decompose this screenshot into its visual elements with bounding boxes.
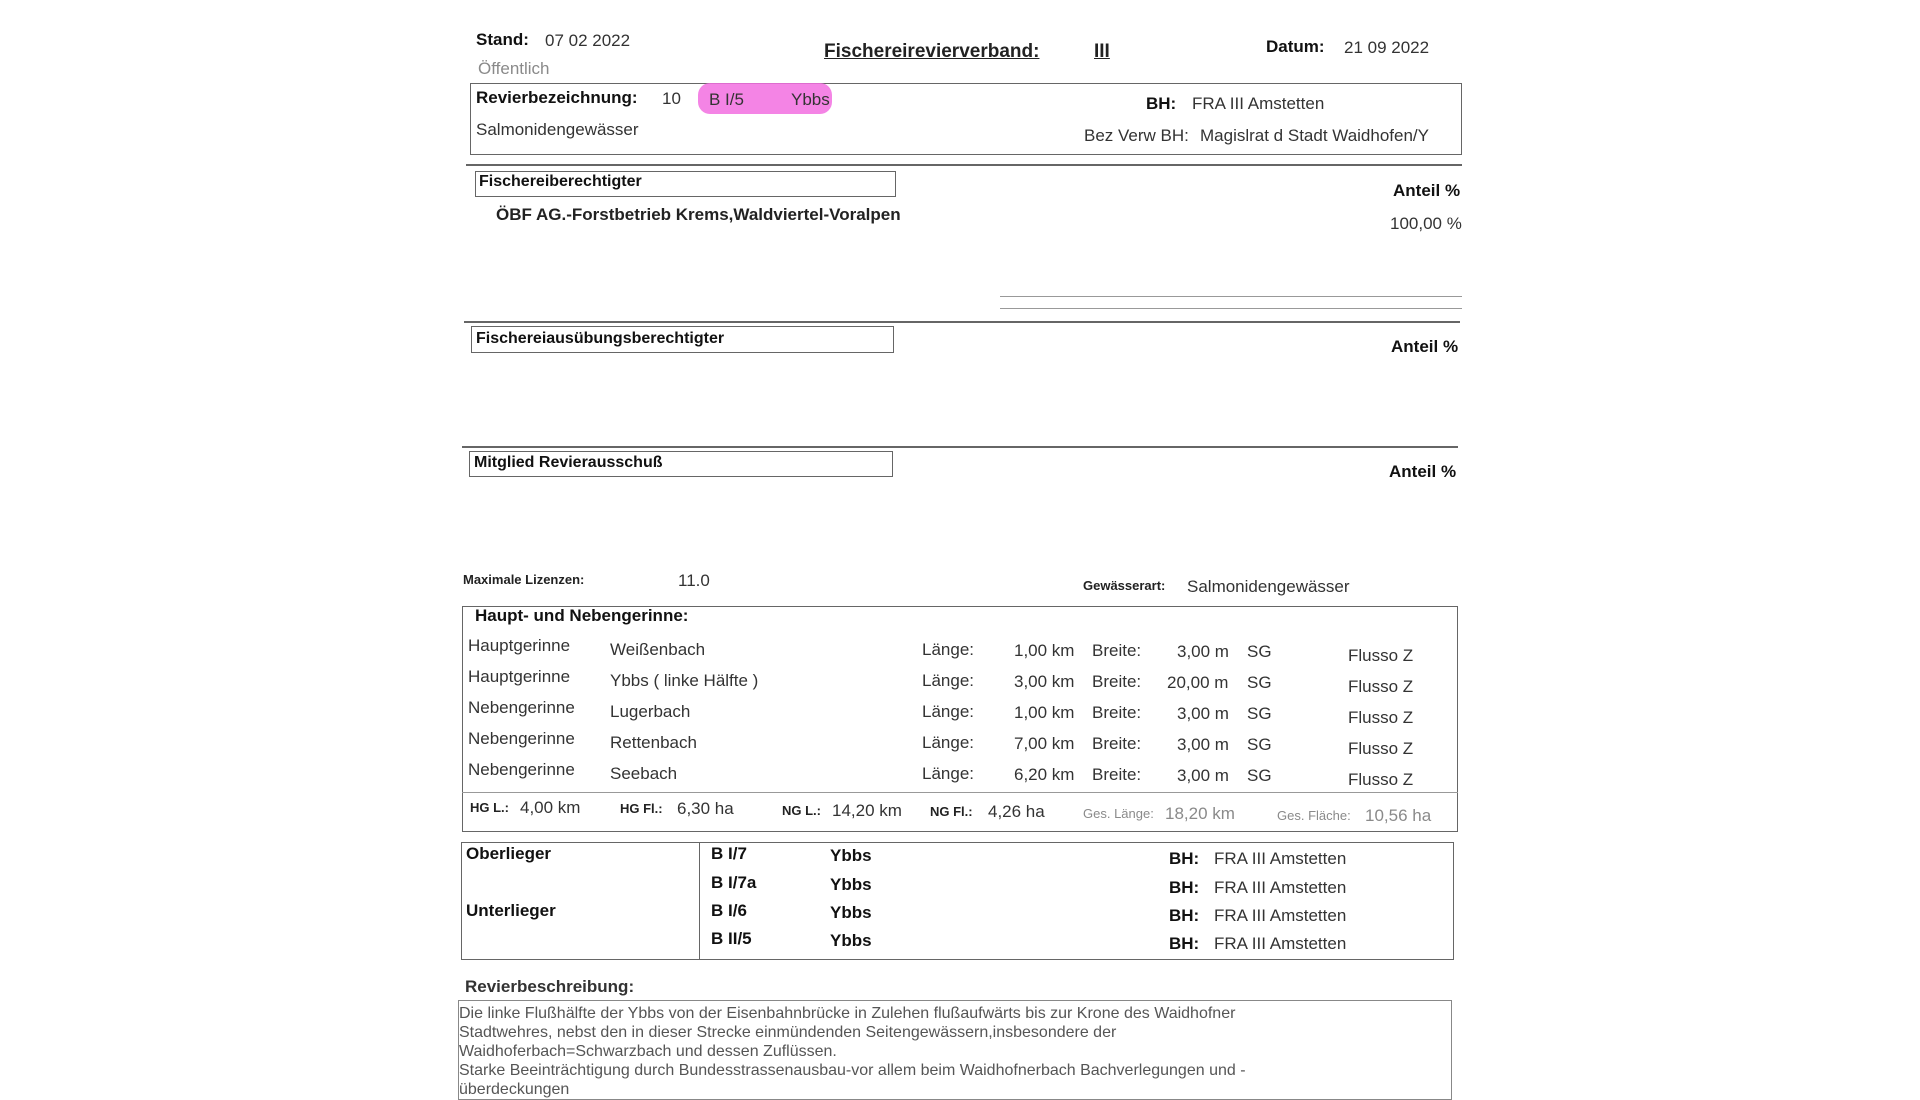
gerinne-name: Weißenbach bbox=[610, 640, 706, 659]
gewaesserart-value: Salmonidengewässer bbox=[1187, 577, 1350, 596]
fischereiberechtigter-heading: Fischereiberechtigter bbox=[479, 173, 642, 190]
bezverw-value: Magislrat d Stadt Waidhofen/Y bbox=[1200, 126, 1429, 145]
sg-value: SG bbox=[1247, 766, 1272, 785]
lieger-bh: FRA III Amstetten bbox=[1214, 906, 1347, 925]
page-title: Fischereirevierverband: bbox=[824, 41, 1040, 62]
hgl-value: 4,00 km bbox=[520, 798, 581, 817]
divider bbox=[466, 164, 1462, 166]
gerinne-typ: Nebengerinne bbox=[468, 760, 575, 779]
breite-value: 3,00 m bbox=[1177, 642, 1229, 661]
datum-label: Datum: bbox=[1266, 37, 1325, 56]
gerinne-name: Lugerbach bbox=[610, 702, 691, 721]
lieger-bh-label: BH: bbox=[1169, 906, 1200, 925]
lieger-code: B II/5 bbox=[711, 929, 752, 948]
lieger-name: Ybbs bbox=[830, 931, 872, 950]
bezverw-label: Bez Verw BH: bbox=[1084, 126, 1189, 145]
lieger-bh-label: BH: bbox=[1169, 934, 1200, 953]
flusso-value: Flusso Z bbox=[1348, 708, 1414, 727]
divider bbox=[462, 446, 1458, 448]
hgfl-value: 6,30 ha bbox=[677, 799, 734, 818]
ausuebung-heading: Fischereiausübungsberechtigter bbox=[476, 330, 725, 347]
lizenzen-value: 11.0 bbox=[678, 571, 710, 590]
anteil-label: Anteil % bbox=[1389, 462, 1457, 481]
gerinne-typ: Hauptgerinne bbox=[468, 667, 571, 686]
gesl-value: 18,20 km bbox=[1165, 804, 1235, 823]
gerinne-typ: Nebengerinne bbox=[468, 698, 575, 717]
ngl-label: NG L.: bbox=[782, 803, 821, 818]
divider bbox=[464, 321, 1460, 323]
laenge-label: Länge: bbox=[922, 702, 974, 721]
stand-label: Stand: bbox=[476, 30, 529, 49]
lieger-name: Ybbs bbox=[830, 846, 872, 865]
laenge-label: Länge: bbox=[922, 764, 974, 783]
laenge-value: 6,20 km bbox=[1014, 765, 1075, 784]
lieger-bh-label: BH: bbox=[1169, 849, 1200, 868]
divider bbox=[699, 842, 700, 960]
ngfl-value: 4,26 ha bbox=[988, 802, 1045, 821]
laenge-label: Länge: bbox=[922, 671, 974, 690]
beschreibung-line: Die linke Flußhälfte der Ybbs von der Eisenbahnbrücke in Zulehen flußaufwärts bis zur Krone des Waidhofner bbox=[459, 1005, 1236, 1022]
ngl-value: 14,20 km bbox=[832, 801, 902, 820]
ngfl-label: NG Fl.: bbox=[930, 804, 973, 819]
beschreibung-heading: Revierbeschreibung: bbox=[465, 977, 635, 996]
lieger-bh: FRA III Amstetten bbox=[1214, 934, 1347, 953]
breite-value: 3,00 m bbox=[1177, 766, 1229, 785]
laenge-value: 7,00 km bbox=[1014, 734, 1075, 753]
lieger-code: B I/7a bbox=[711, 873, 757, 892]
gerinne-typ: Nebengerinne bbox=[468, 729, 575, 748]
gerinne-name: Seebach bbox=[610, 764, 678, 783]
anteil-label: Anteil % bbox=[1391, 337, 1459, 356]
lieger-code: B I/6 bbox=[711, 901, 747, 920]
flusso-value: Flusso Z bbox=[1348, 677, 1414, 696]
revier-nummer: 10 bbox=[662, 89, 681, 108]
beschreibung-line: Waidhoferbach=Schwarzbach und dessen Zuflüssen. bbox=[459, 1043, 837, 1060]
revierverband-value: III bbox=[1094, 41, 1110, 62]
revierbezeichnung-label: Revierbezeichnung: bbox=[476, 88, 638, 107]
datum-value: 21 09 2022 bbox=[1344, 38, 1430, 57]
gesfl-value: 10,56 ha bbox=[1365, 806, 1432, 825]
laenge-value: 1,00 km bbox=[1014, 641, 1075, 660]
stand-value: 07 02 2022 bbox=[545, 31, 631, 50]
berechtigter-name: ÖBF AG.-Forstbetrieb Krems,Waldviertel-Voralpen bbox=[496, 205, 901, 224]
lieger-bh-label: BH: bbox=[1169, 878, 1200, 897]
ausschuss-heading: Mitglied Revierausschuß bbox=[474, 454, 663, 471]
unterlieger-label: Unterlieger bbox=[466, 901, 556, 920]
flusso-value: Flusso Z bbox=[1348, 770, 1414, 789]
laenge-label: Länge: bbox=[922, 733, 974, 752]
laenge-value: 3,00 km bbox=[1014, 672, 1075, 691]
sg-value: SG bbox=[1247, 704, 1272, 723]
beschreibung-line: überdeckungen bbox=[459, 1081, 570, 1098]
beschreibung-line: Starke Beeinträchtigung durch Bundesstrassenausbau-vor allem beim Waidhofnerbach Bachverlegungen und - bbox=[459, 1062, 1246, 1079]
visibility-label: Öffentlich bbox=[478, 59, 550, 78]
hgl-label: HG L.: bbox=[470, 800, 509, 815]
sg-value: SG bbox=[1247, 642, 1272, 661]
divider bbox=[462, 792, 1458, 793]
breite-label: Breite: bbox=[1092, 703, 1142, 722]
divider bbox=[1000, 296, 1462, 297]
lieger-name: Ybbs bbox=[830, 903, 872, 922]
berechtigter-anteil: 100,00 % bbox=[1390, 214, 1462, 233]
flusso-value: Flusso Z bbox=[1348, 739, 1414, 758]
gesl-label: Ges. Länge: bbox=[1083, 806, 1154, 821]
sg-value: SG bbox=[1247, 673, 1272, 692]
revier-code: B I/5 bbox=[709, 90, 744, 109]
divider bbox=[1000, 308, 1462, 309]
gerinne-heading: Haupt- und Nebengerinne: bbox=[475, 606, 689, 625]
breite-value: 3,00 m bbox=[1177, 735, 1229, 754]
gesfl-label: Ges. Fläche: bbox=[1277, 808, 1351, 823]
gerinne-name: Rettenbach bbox=[610, 733, 697, 752]
laenge-value: 1,00 km bbox=[1014, 703, 1075, 722]
breite-value: 3,00 m bbox=[1177, 704, 1229, 723]
bh-label: BH: bbox=[1146, 94, 1177, 113]
breite-value: 20,00 m bbox=[1167, 673, 1229, 692]
gewaesserart-label: Gewässerart: bbox=[1083, 578, 1166, 593]
lizenzen-label: Maximale Lizenzen: bbox=[463, 572, 585, 587]
hgfl-label: HG Fl.: bbox=[620, 801, 663, 816]
flusso-value: Flusso Z bbox=[1348, 646, 1414, 665]
lieger-name: Ybbs bbox=[830, 875, 872, 894]
laenge-label: Länge: bbox=[922, 640, 974, 659]
anteil-label: Anteil % bbox=[1393, 181, 1461, 200]
breite-label: Breite: bbox=[1092, 672, 1142, 691]
breite-label: Breite: bbox=[1092, 765, 1142, 784]
revier-name: Ybbs bbox=[791, 90, 830, 109]
oberlieger-label: Oberlieger bbox=[466, 844, 552, 863]
breite-label: Breite: bbox=[1092, 734, 1142, 753]
lieger-bh: FRA III Amstetten bbox=[1214, 849, 1347, 868]
gerinne-name: Ybbs ( linke Hälfte ) bbox=[610, 671, 759, 690]
sg-value: SG bbox=[1247, 735, 1272, 754]
revier-typ: Salmonidengewässer bbox=[476, 120, 639, 139]
bh-value: FRA III Amstetten bbox=[1192, 94, 1325, 113]
gerinne-typ: Hauptgerinne bbox=[468, 636, 571, 655]
lieger-code: B I/7 bbox=[711, 844, 747, 863]
lieger-bh: FRA III Amstetten bbox=[1214, 878, 1347, 897]
beschreibung-line: Stadtwehres, nebst den in dieser Strecke einmündenden Seitengewässern,insbesondere der bbox=[459, 1024, 1117, 1041]
breite-label: Breite: bbox=[1092, 641, 1142, 660]
